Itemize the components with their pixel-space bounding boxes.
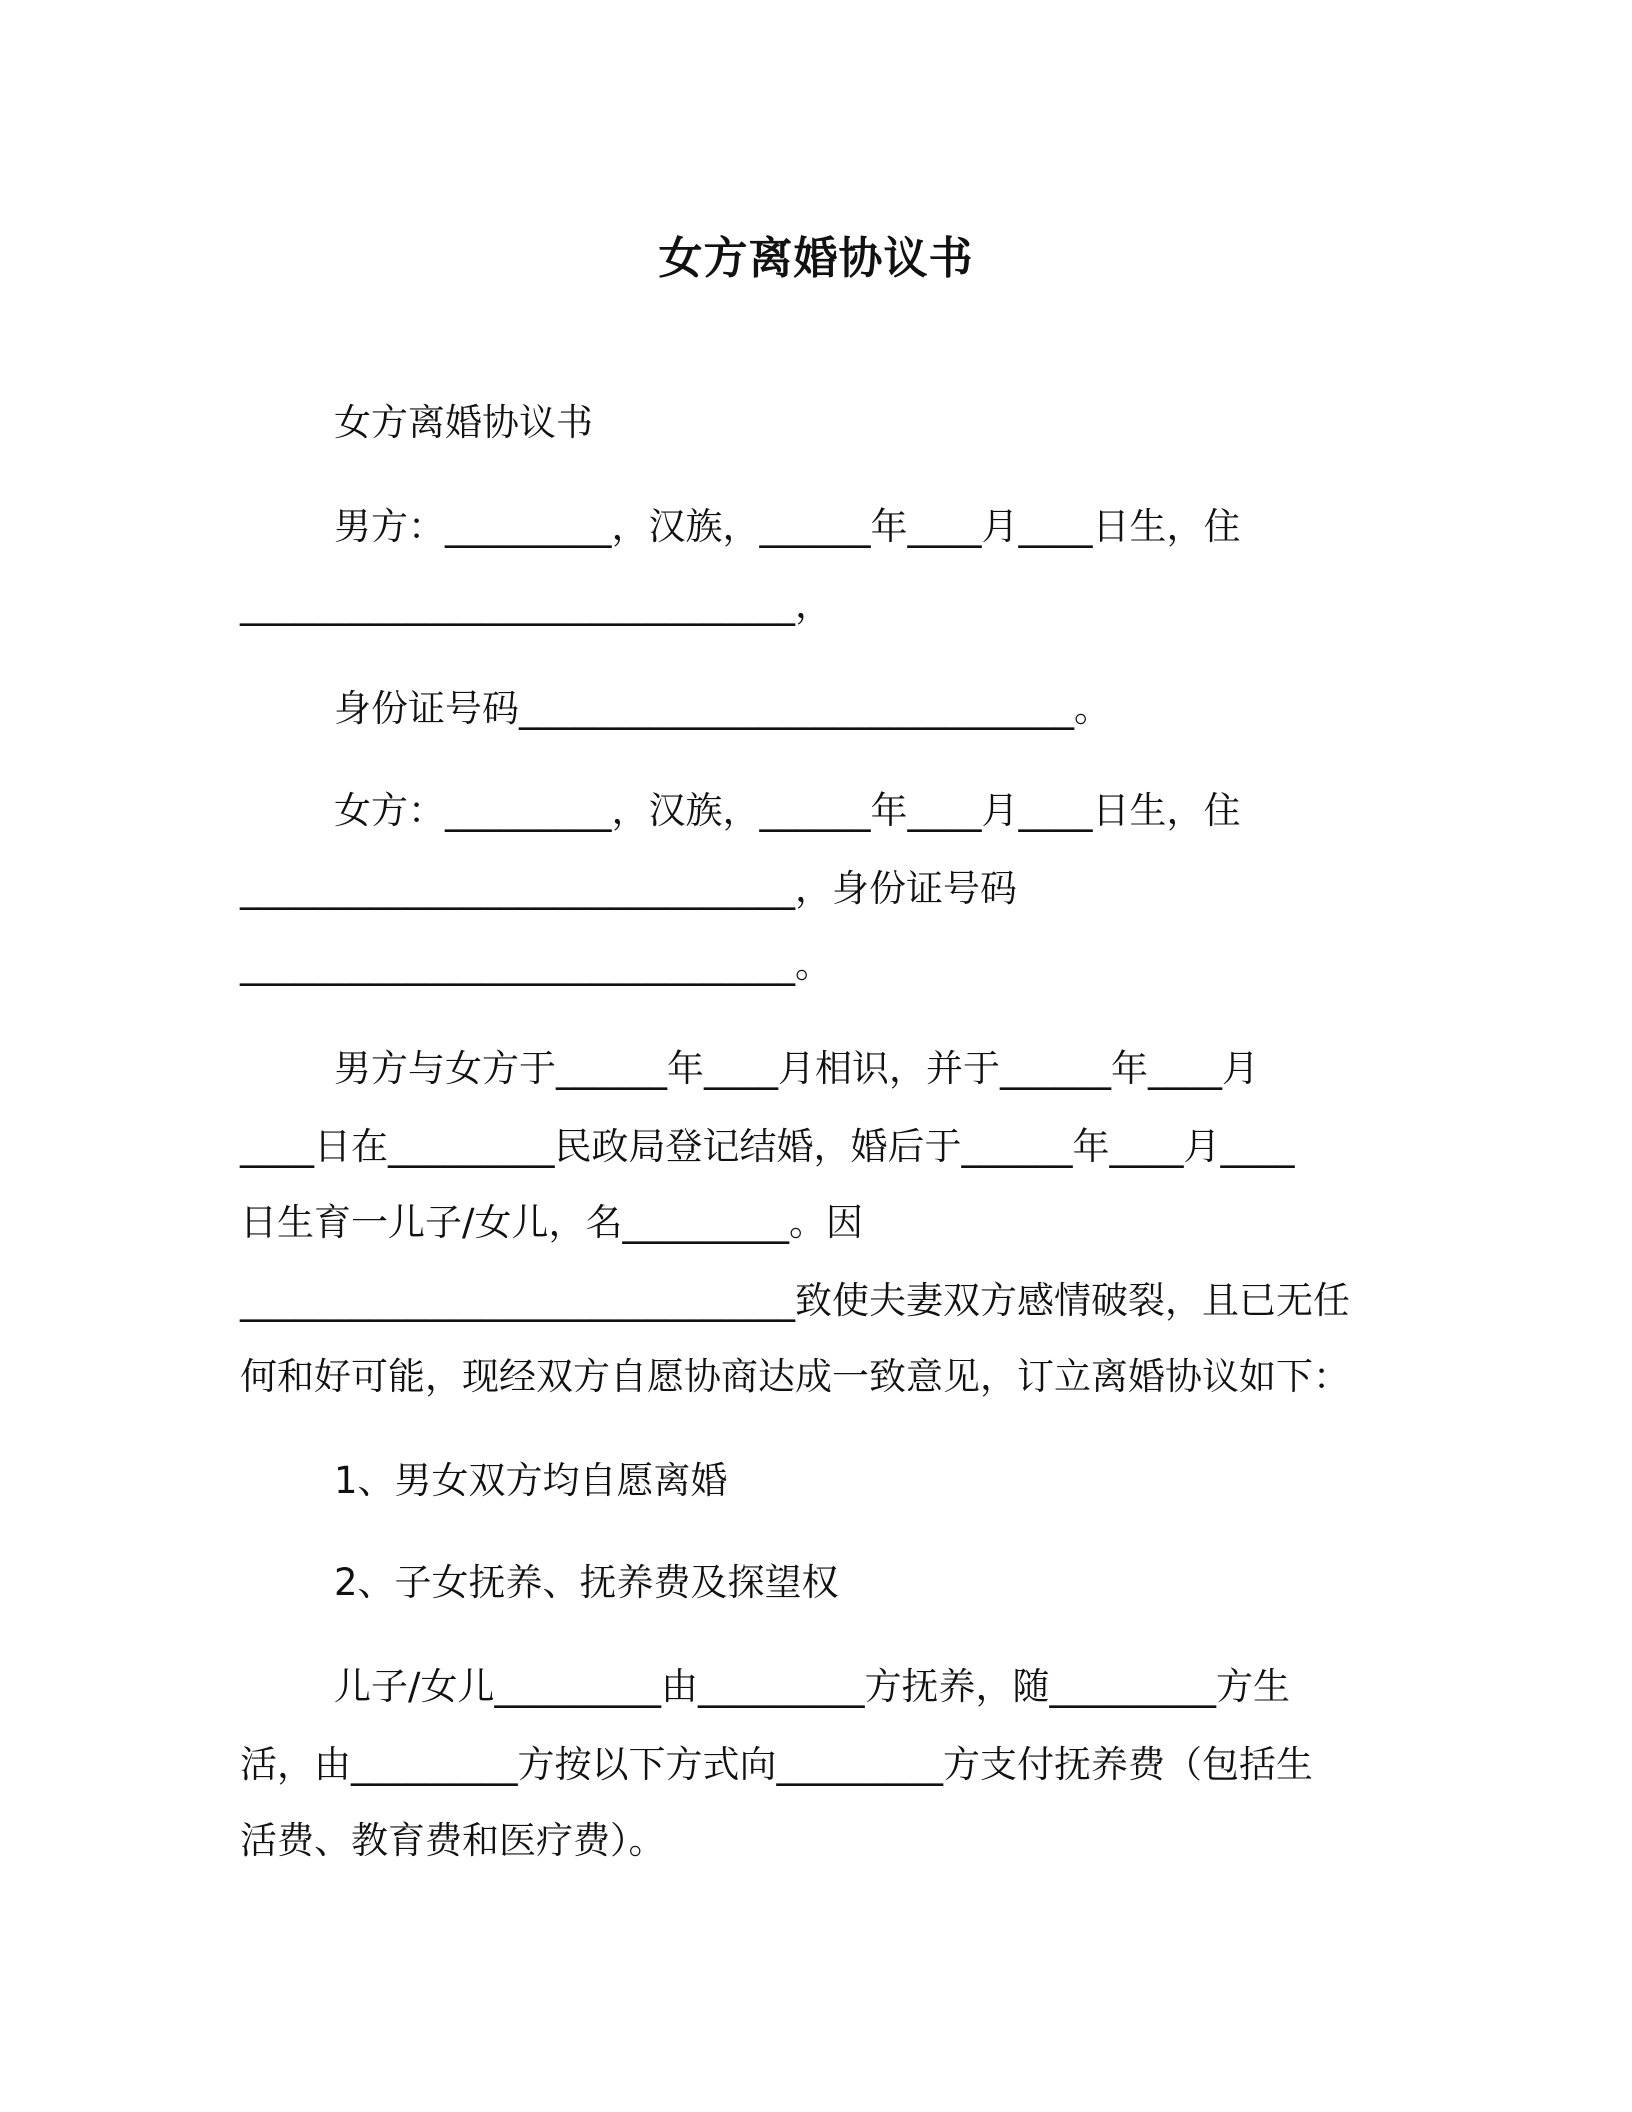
clause-2-line: 2、子女抚养、抚养费及探望权 [334, 1561, 839, 1604]
wife-id-line: ______________________________。 [240, 943, 832, 986]
marriage-paragraph-line-4: ______________________________致使夫妻双方感情破裂，且已无任 [240, 1279, 1350, 1322]
clause-1-line: 1、男女双方均自愿离婚 [334, 1459, 728, 1502]
husband-address-line: ______________________________， [240, 583, 832, 626]
marriage-paragraph-line-5: 何和好可能，现经双方自愿协商达成一致意见，订立离婚协议如下： [240, 1355, 1350, 1398]
wife-info-line: 女方：_________，汉族，______年____月____日生，住 [334, 789, 1241, 832]
custody-paragraph-line-2: 活，由_________方按以下方式向_________方支付抚养费（包括生 [240, 1743, 1313, 1786]
husband-info-line: 男方：_________，汉族，______年____月____日生，住 [334, 505, 1241, 548]
husband-id-line: 身份证号码______________________________。 [334, 687, 1111, 730]
marriage-paragraph-line-1: 男方与女方于______年____月相识，并于______年____月 [334, 1047, 1259, 1090]
document-title: 女方离婚协议书 [658, 233, 974, 284]
marriage-paragraph-line-2: ____日在_________民政局登记结婚，婚后于______年____月____ [240, 1125, 1295, 1168]
custody-paragraph-line-3: 活费、教育费和医疗费）。 [240, 1819, 666, 1862]
subtitle-line: 女方离婚协议书 [334, 401, 593, 444]
marriage-paragraph-line-3: 日生育一儿子/女儿，名_________。因 [240, 1201, 863, 1244]
wife-address-id-line: ______________________________，身份证号码 [240, 867, 1017, 910]
custody-paragraph-line-1: 儿子/女儿_________由_________方抚养，随_________方生 [334, 1665, 1290, 1708]
